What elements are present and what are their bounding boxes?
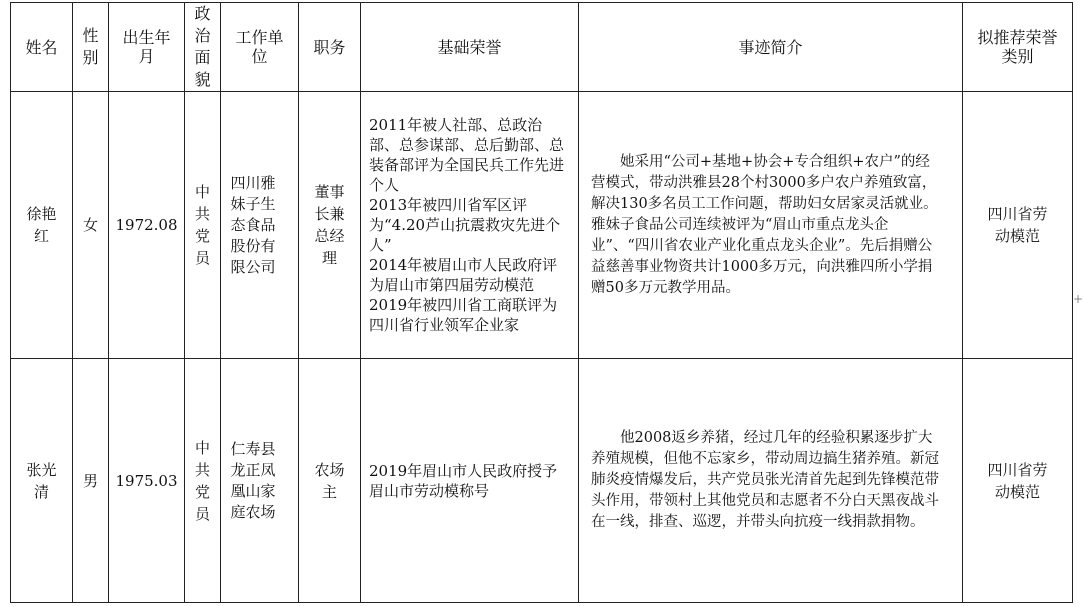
cell-politics: 中共党员 <box>185 359 221 603</box>
honor-item: 2014年被眉山市人民政府评为眉山市第四届劳动模范 <box>369 256 558 294</box>
header-name: 姓名 <box>11 3 73 92</box>
cell-birth: 1972.08 <box>109 92 185 359</box>
header-birth: 出生年月 <box>109 3 185 92</box>
cell-duty: 董事长兼总经理 <box>299 92 361 359</box>
cell-honors <box>361 359 579 603</box>
cell-gender: 男 <box>73 359 109 603</box>
honor-recommendation-table <box>10 2 1073 603</box>
cell-category: 四川省劳动模范 <box>963 359 1073 603</box>
cell-name: 徐艳红 <box>11 92 73 359</box>
honor-item: 2013年被四川省军区评为“4.20芦山抗震救灾先进个人” <box>369 196 561 254</box>
cell-gender: 女 <box>73 92 109 359</box>
cell-unit: 仁寿县龙正凤凰山家庭农场 <box>221 359 299 603</box>
cell-deeds: 他2008返乡养猪，经过几年的经验积累逐步扩大养殖规模，但他不忘家乡，带动周边搞生猪养殖。新冠肺炎疫情爆发后，共产党员张光清首先起到先锋模范带头作用，带领村上其他党员和志愿者不分白天黑夜战斗在一线，排查、巡逻，并带头向抗疫一线捐款捐物。 <box>579 359 963 603</box>
table-resize-handle-icon[interactable]: + <box>1073 292 1083 306</box>
header-row <box>11 3 1073 92</box>
cell-category: 四川省劳动模范 <box>963 92 1073 359</box>
cell-duty: 农场主 <box>299 359 361 603</box>
honor-item: 2019年被四川省工商联评为四川省行业领军企业家 <box>369 296 558 334</box>
table-row <box>11 359 1073 603</box>
cell-deeds: 她采用“公司+基地+协会+专合组织+农户”的经营模式，带动洪雅县28个村3000多户农户养殖致富，解决130多名员工工作问题，帮助妇女居家灵活就业。雅妹子食品公司连续被评为“眉山市重点龙头企业”、“四川省农业产业化重点龙头企业”。先后捐赠公益慈善事业物资共计1000多万元，向洪雅四所小学捐赠50多万元教学用品。 <box>579 92 963 359</box>
cell-honors <box>361 92 579 359</box>
header-category: 拟推荐荣誉类别 <box>963 3 1073 92</box>
header-honors: 基础荣誉 <box>361 3 579 92</box>
cell-politics: 中共党员 <box>185 92 221 359</box>
header-unit: 工作单位 <box>221 3 299 92</box>
cell-name: 张光清 <box>11 359 73 603</box>
table-row <box>11 92 1073 359</box>
header-politics: 政治面貌 <box>185 3 221 92</box>
cell-birth: 1975.03 <box>109 359 185 603</box>
honor-item: 2019年眉山市人民政府授予眉山市劳动模称号 <box>369 461 558 500</box>
header-duty: 职务 <box>299 3 361 92</box>
honor-item: 2011年被人社部、总政治部、总参谋部、总后勤部、总装备部评为全国民兵工作先进个人 <box>369 116 565 194</box>
header-gender: 性别 <box>73 3 109 92</box>
cell-unit: 四川雅妹子生态食品股份有限公司 <box>221 92 299 359</box>
header-deeds: 事迹简介 <box>579 3 963 92</box>
